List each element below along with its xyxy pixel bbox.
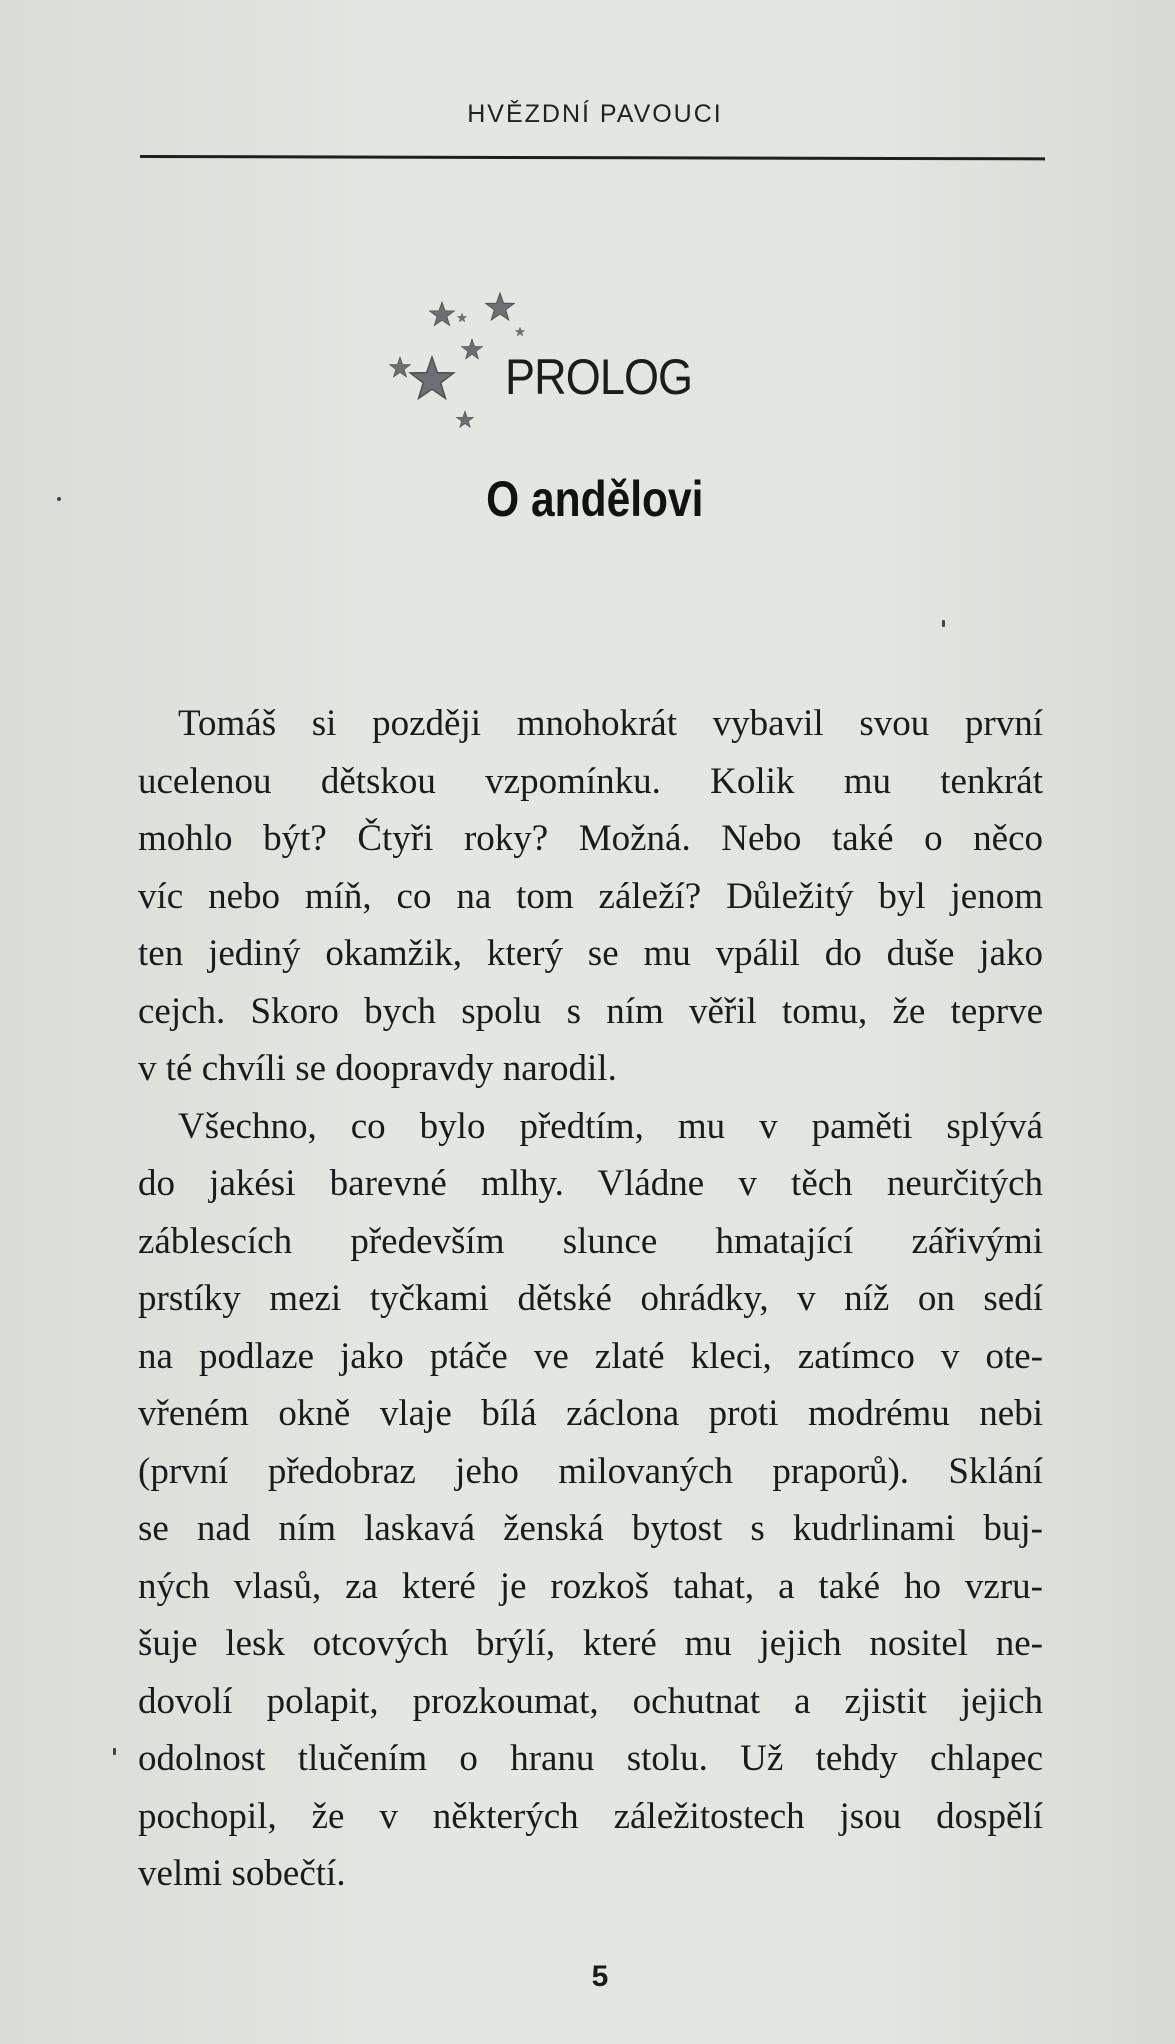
text-line-content: prstíky mezi tyčkami dětské ohrádky, v níž on sedí [138, 1278, 1043, 1319]
text-line [138, 1615, 1043, 1673]
text-line [138, 753, 1043, 811]
text-line-content: šuje lesk otcových brýlí, které mu jejich nositel ne- [138, 1623, 1043, 1664]
paper-speck [942, 620, 945, 627]
text-line [138, 810, 1043, 868]
text-line [138, 1270, 1043, 1328]
text-line-content: vřeném okně vlaje bílá záclona proti modrému nebi [138, 1393, 1043, 1434]
text-line [138, 1443, 1043, 1501]
text-line: v té chvíli se doopravdy narodil. [138, 1048, 617, 1089]
text-line-content: do jakési barevné mlhy. Vládne v těch neurčitých [138, 1163, 1043, 1204]
text-line-content: záblescích především slunce hmatající zářivými [138, 1220, 1043, 1262]
text-line-content: se nad ním laskavá ženská bytost s kudrlinami buj- [138, 1508, 1043, 1549]
text-line [138, 1213, 1043, 1271]
text-line [138, 1328, 1043, 1386]
text-line [138, 983, 1043, 1041]
text-line-content: cejch. Skoro bych spolu s ním věřil tomu, že teprve [138, 990, 1043, 1032]
text-line-content: pochopil, že v některých záležitostech jsou dospělí [138, 1795, 1043, 1837]
text-line [138, 1673, 1043, 1731]
body-text [138, 695, 1043, 1903]
text-line [138, 695, 1043, 753]
text-line [138, 925, 1043, 983]
paper-speck [113, 1748, 116, 1755]
text-line-content: dovolí polapit, prozkoumat, ochutnat a zjistit jejich [138, 1680, 1043, 1722]
text-line [138, 1500, 1043, 1558]
text-line [138, 1098, 1043, 1156]
text-line [138, 1385, 1043, 1443]
text-line-content: na podlaze jako ptáče ve zlaté kleci, zatímco v ote- [138, 1335, 1043, 1377]
text-line-content: víc nebo míň, co na tom záleží? Důležitý byl jenom [138, 875, 1043, 917]
text-line [138, 1730, 1043, 1788]
chapter-title [140, 470, 1050, 528]
text-line-content: ten jediný okamžik, který se mu vpálil do duše jako [138, 933, 1043, 974]
text-line-content: mohlo být? Čtyři roky? Možná. Nebo také o něco [138, 818, 1043, 859]
text-line [138, 1788, 1043, 1846]
text-line-content: (první předobraz jeho milovaných praporů). Sklání [138, 1450, 1043, 1492]
paper-speck [57, 497, 61, 501]
running-head: HVĚZDNÍ PAVOUCI [467, 100, 723, 128]
page-number: 5 [591, 1960, 609, 1993]
text-line-content: Všechno, co bylo předtím, mu v paměti splývá [178, 1105, 1043, 1147]
text-line-content: ných vlasů, za které je rozkoš tahat, a také ho vzru- [138, 1565, 1043, 1607]
text-line [138, 1558, 1043, 1616]
text-line [138, 1155, 1043, 1213]
text-line-content: ucelenou dětskou vzpomínku. Kolik mu tenkrát [138, 760, 1043, 802]
header-rule [140, 155, 1045, 160]
text-line-content: odolnost tlučením o hranu stolu. Už tehdy chlapec [138, 1738, 1043, 1779]
text-line: velmi sobečtí. [138, 1853, 346, 1894]
text-line-content: Tomáš si později mnohokrát vybavil svou první [178, 703, 1043, 744]
text-line [138, 868, 1043, 926]
chapter-label: PROLOG [505, 349, 693, 405]
chapter-title-text: O andělovi [486, 471, 704, 527]
